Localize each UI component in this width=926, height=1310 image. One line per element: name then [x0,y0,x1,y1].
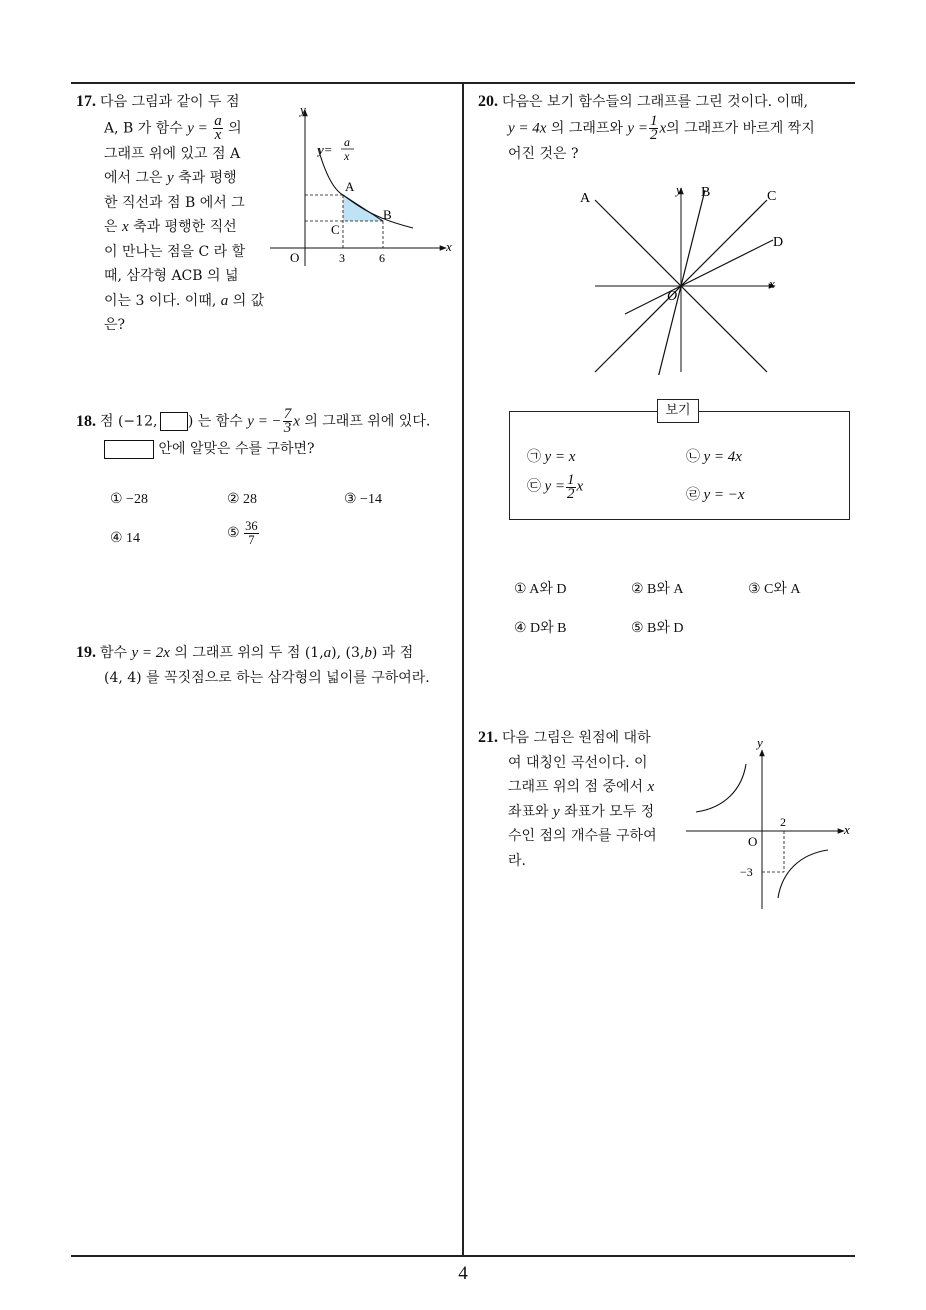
origin-label: O [290,250,300,265]
bogi-title: 보기 [657,399,699,423]
q20-choice-1[interactable]: ① A와 D [514,582,567,597]
curve-upper-left [696,764,746,812]
svg-text:x: x [344,149,350,163]
origin-label: O [667,289,678,304]
q20-choice-4[interactable]: ④ D와 B [514,621,567,636]
point-b-label: B [383,207,392,222]
q20-choice-5[interactable]: ⑤ B와 D [631,621,684,636]
q17-graph [268,98,460,270]
question-18: 18. 점 (−12, ) 는 함수 y = − $\frac{7}{3}$ x 의 그래프 위에 있다. 안에 알맞은 수를 구하면? [76,406,431,457]
q18-choice-1[interactable]: ① −28 [110,492,148,507]
bogi-item-4: ㉣ y = −x [686,487,745,503]
svg-text:a: a [344,135,350,149]
bogi-item-2: ㉡ y = 4x [686,449,742,465]
tick-6: 6 [379,251,385,265]
question-17: 17. 다음 그림과 같이 두 점 A, B 가 함수 y = $\frac{a}{x}$ 의 그래프 위에 있고 점 A 에서 그은 y 축과 평행 한 직선과 점 B 에서 그 은 x 축과 평행한 직선 이 만나는 점을 C 라 할 때, 삼각형 ACB 의 넓 이는 3 이다. 이때, a 의 값은? [76,93,265,333]
q18-choice-4[interactable]: ④ 14 [110,531,141,546]
point-a-label: A [345,179,355,194]
x-label: x [769,276,775,291]
y-label: y [676,182,682,197]
question-number: 20. [478,93,498,110]
y-label: y [757,735,763,750]
line-a-label: A [580,191,591,206]
q20-choice-3[interactable]: ③ C와 A [748,582,801,597]
answer-box-large [104,440,154,459]
curve-lower-right [778,850,828,898]
page-number: 4 [458,1263,468,1284]
line-b-label: B [701,185,711,200]
question-19: 19. 함수 y = 2x 의 그래프 위의 두 점 (1,a), (3,b) 과 점 (4, 4) 를 꼭짓점으로 하는 삼각형의 넓이를 구하여라. [76,644,430,686]
fraction: $\frac{7}{3}$ [283,406,292,436]
q20-choice-2[interactable]: ② B와 A [631,582,684,597]
y-label: y [300,102,306,117]
x-label: x [844,822,850,837]
question-20: 20. 다음은 보기 함수들의 그래프를 그린 것이다. 이때, y = 4x 의 그래프와 y = $\frac{1}{2}$ x의 그래프가 바르게 짝지 어진 것은 ? [478,93,815,162]
origin-label: O [748,834,758,849]
tick-3: 3 [339,251,345,265]
tick-2: 2 [780,815,786,829]
q18-choice-2[interactable]: ② 28 [227,492,258,507]
question-number: 17. [76,93,96,110]
curve-label: y= [318,142,333,157]
point-c-label: C [331,222,340,237]
column-divider [462,82,464,1256]
bogi-item-3: ㉢ y = $\frac{1}{2}$ x [527,472,584,502]
q18-choice-3[interactable]: ③ −14 [344,492,382,507]
question-21: 21. 다음 그림은 원점에 대하 여 대칭인 곡선이다. 이 그래프 위의 점 중에서 x 좌표와 y 좌표가 모두 정 수인 점의 개수를 구하여 라. [478,729,657,869]
q18-choice-5[interactable]: ⑤ $\frac{36}{7}$ [227,519,258,547]
line-d [625,240,773,314]
answer-box-small [160,412,188,431]
line-c-label: C [767,189,777,204]
tick-neg3: −3 [740,865,753,879]
question-number: 21. [478,729,498,746]
bogi-item-1: ㉠ y = x [527,449,576,465]
q20-graph [575,180,785,375]
q21-graph [684,734,856,912]
question-number: 19. [76,644,96,661]
fraction: $\frac{a}{x}$ [214,112,222,143]
x-label: x [446,239,452,254]
bottom-rule [71,1255,855,1257]
line-d-label: D [773,235,784,250]
question-number: 18. [76,412,96,430]
